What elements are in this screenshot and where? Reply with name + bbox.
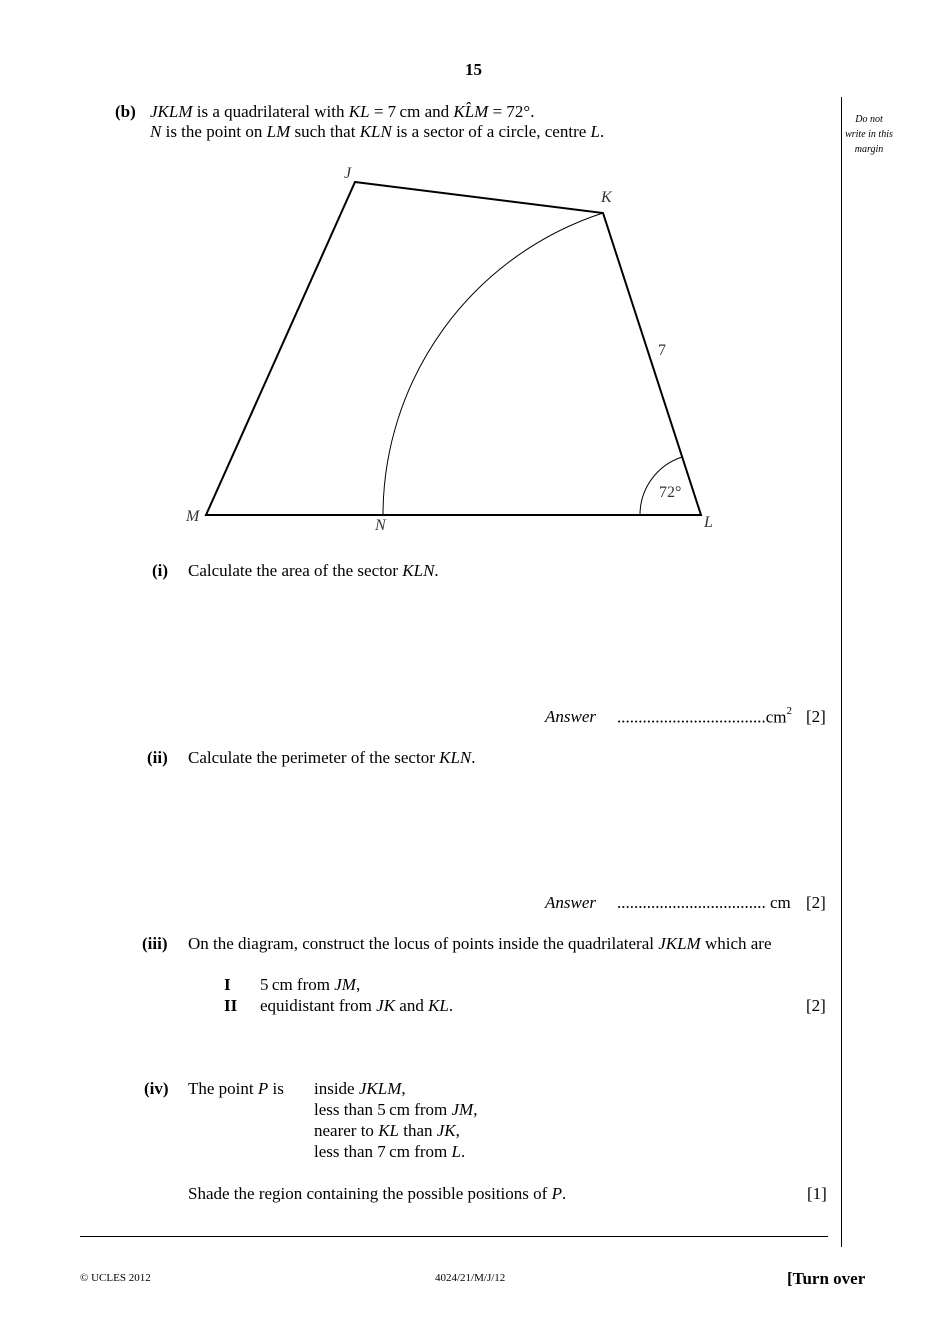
q-iv-condition-3: nearer to KL than JK, <box>314 1121 460 1140</box>
vertex-label-j: J <box>344 165 352 182</box>
q-ii-answer-label: Answer <box>545 893 596 912</box>
vertex-label-n: N <box>375 517 386 534</box>
vertex-label-k: K <box>601 189 612 206</box>
vertex-label-l: L <box>704 514 713 531</box>
page-number: 15 <box>465 60 482 79</box>
q-iii-item2-num: II <box>224 996 238 1015</box>
q-iii-label: (iii) <box>142 934 168 953</box>
footer-paper-code: 4024/21/M/J/12 <box>435 1272 506 1284</box>
part-b-label: (b) <box>115 102 136 121</box>
q-ii-text: Calculate the perimeter of the sector KLN. <box>188 748 476 767</box>
q-ii-label: (ii) <box>147 748 168 767</box>
q-iii-text: On the diagram, construct the locus of points inside the quadrilateral JKLM which are <box>188 934 772 953</box>
q-i-text: Calculate the area of the sector KLN. <box>188 561 439 580</box>
side-label-kl: 7 <box>658 342 666 359</box>
margin-note: Do not write in this margin <box>845 114 893 155</box>
part-b-line2: N is the point on LM such that KLN is a sector of a circle, centre L. <box>150 122 605 141</box>
q-ii-answer-line[interactable]: ................................... cm <box>617 893 791 912</box>
footer-turn-over: [Turn over <box>787 1269 866 1288</box>
q-iv-intro: The point P is <box>188 1079 284 1098</box>
sector-arc-kn <box>383 213 603 515</box>
q-iii-item1-num: I <box>224 975 231 994</box>
q-iv-label: (iv) <box>144 1079 169 1098</box>
q-i-answer-line[interactable]: $...................................cm^2$ <box>617 705 793 727</box>
quadrilateral-jklm <box>206 182 701 515</box>
q-i-answer-label: Answer <box>545 707 596 726</box>
q-i-label: (i) <box>152 561 169 580</box>
part-b-line1: JKLM is a quadrilateral with KL = 7 cm and KL̂M = 72°. <box>150 102 535 121</box>
footer-copyright: © UCLES 2012 <box>80 1272 151 1284</box>
q-iii-marks: [2] <box>806 996 826 1015</box>
q-iii-item2-text: equidistant from JK and KL. <box>260 996 454 1015</box>
q-ii-marks: [2] <box>806 893 826 912</box>
q-iv-condition-1: inside JKLM, <box>314 1079 406 1098</box>
q-iv-condition-2: less than 5 cm from JM, <box>314 1100 478 1119</box>
footer-rule <box>80 1236 828 1237</box>
q-iv-marks: [1] <box>807 1184 827 1203</box>
q-i-marks: [2] <box>806 707 826 726</box>
quadrilateral-diagram <box>0 0 950 560</box>
vertex-label-m: M <box>186 508 200 525</box>
q-iv-shade-instruction: Shade the region containing the possible positions of P. <box>188 1184 567 1203</box>
angle-label: 72° <box>659 484 682 501</box>
q-iii-item1-text: 5 cm from JM, <box>260 975 361 994</box>
q-iv-condition-4: less than 7 cm from L. <box>314 1142 466 1161</box>
